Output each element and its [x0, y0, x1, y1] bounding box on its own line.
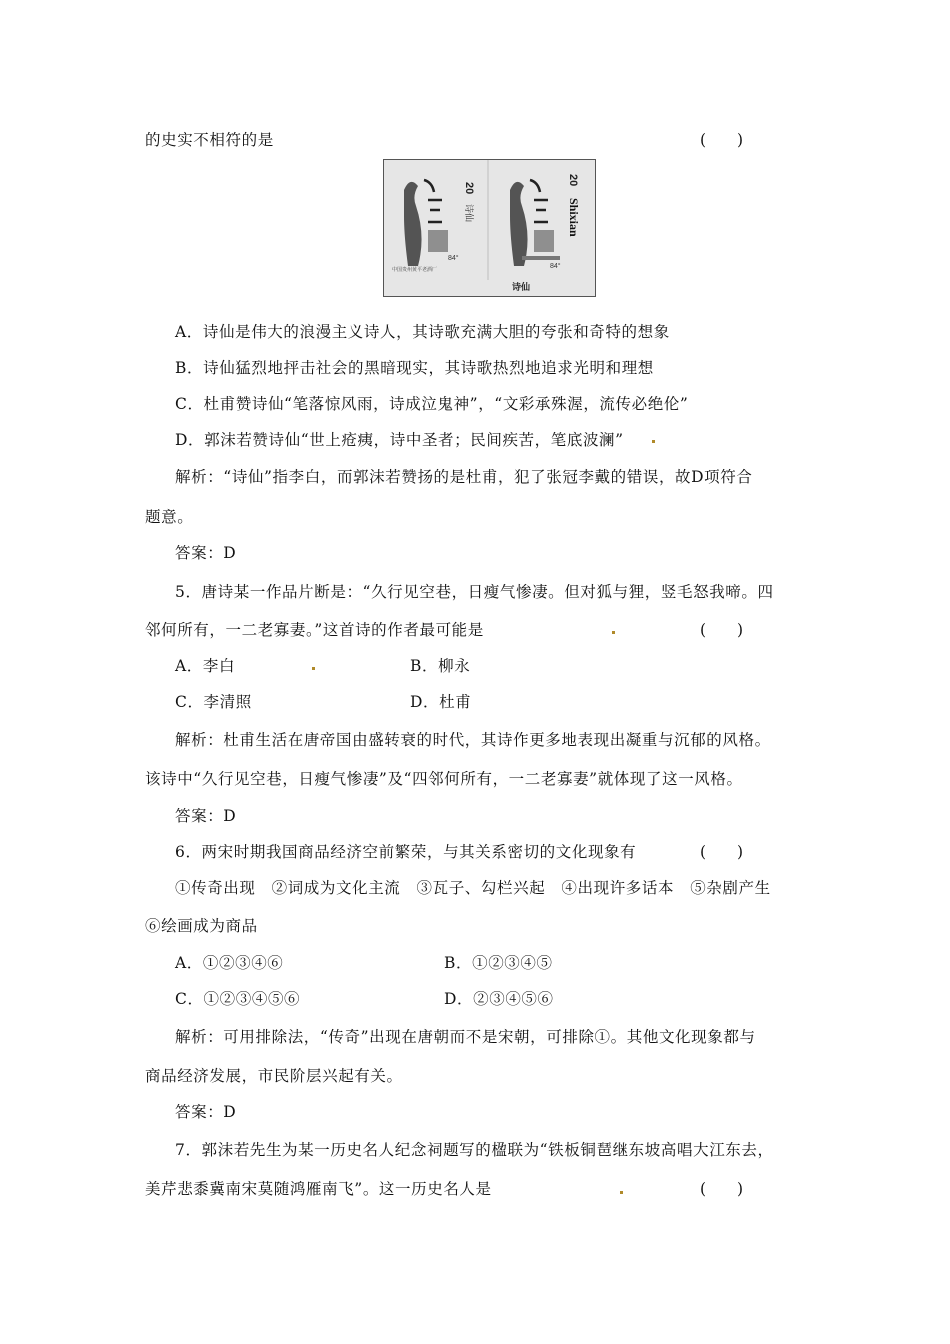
q6-items: ①传奇出现 ②词成为文化主流 ③瓦子、勾栏兴起 ④出现许多话本 ⑤杂剧产生 [175, 879, 771, 897]
left-number: 20 [463, 182, 475, 195]
right-brand-en: Shixian [567, 198, 581, 237]
q4-answer-paren: ( ) [700, 131, 744, 149]
q4-option-c: C．杜甫赞诗仙“笔落惊风雨，诗成泣鬼神”，“文彩承殊渥，流传必绝伦” [175, 395, 689, 413]
left-brand-vertical: 诗仙 [463, 204, 473, 223]
q4-answer: 答案：D [175, 544, 237, 562]
q6-items-cont: ⑥绘画成为商品 [145, 917, 258, 935]
q6-option-d: D．②③④⑤⑥ [444, 990, 554, 1008]
q6-option-b: B．①②③④⑤ [444, 954, 553, 972]
wine-label-illustration [384, 160, 595, 296]
q5-option-b: B．柳永 [410, 657, 471, 675]
q4-option-b: B．诗仙猛烈地抨击社会的黑暗现实，其诗歌热烈地追求光明和理想 [175, 359, 654, 377]
q7-answer-paren: ( ) [700, 1180, 744, 1198]
q6-analysis: 解析：可用排除法，“传奇”出现在唐朝而不是宋朝，可排除①。其他文化现象都与 [175, 1028, 756, 1046]
q4-option-d: D．郭沫若赞诗仙“世上疮痍，诗中圣者；民间疾苦，笔底波澜” [175, 431, 624, 449]
q6-answer: 答案：D [175, 1103, 237, 1121]
wine-label-image [383, 159, 596, 297]
stray-dot [312, 667, 315, 670]
q4-option-a: A．诗仙是伟大的浪漫主义诗人，其诗歌充满大胆的夸张和奇特的想象 [175, 323, 670, 341]
stray-dot [620, 1191, 623, 1194]
q4-analysis: 解析：“诗仙”指李白，而郭沫若赞扬的是杜甫，犯了张冠李戴的错误，故D项符合 [175, 468, 753, 486]
right-number: 20 [567, 174, 579, 187]
left-maker: 中国贵州黄平老酒厂 [392, 267, 438, 273]
q6-option-a: A．①②③④⑥ [175, 954, 284, 972]
q5-analysis-cont: 该诗中“久行见空巷，日瘦气惨凄”及“四邻何所有，一二老寡妻”就体现了这一风格。 [145, 770, 743, 788]
q6-option-c: C．①②③④⑤⑥ [175, 990, 301, 1008]
stray-dot [612, 631, 615, 634]
q4-stem-tail: 的史实不相符的是 [145, 131, 274, 149]
q6-stem: 6．两宋时期我国商品经济空前繁荣，与其关系密切的文化现象有 [175, 843, 637, 861]
q7-stem-cont: 美芹悲黍冀南宋莫随鸿雁南飞”。这一历史名人是 [145, 1180, 492, 1198]
right-degree: 84° [550, 263, 561, 270]
q5-stem: 5．唐诗某一作品片断是：“久行见空巷，日瘦气惨凄。但对狐与狸，竖毛怒我啼。四 [175, 583, 774, 601]
q6-answer-paren: ( ) [700, 843, 744, 861]
q5-answer-paren: ( ) [700, 621, 744, 639]
q5-option-d: D．杜甫 [410, 693, 472, 711]
q4-analysis-cont: 题意。 [145, 508, 194, 526]
q5-option-a: A．李白 [175, 657, 236, 675]
q7-stem: 7．郭沫若先生为某一历史名人纪念祠题写的楹联为“铁板铜琶继东坡高唱大江东去， [175, 1141, 774, 1159]
q5-answer: 答案：D [175, 807, 237, 825]
q6-analysis-cont: 商品经济发展，市民阶层兴起有关。 [145, 1067, 403, 1085]
q5-option-c: C．李清照 [175, 693, 252, 711]
q5-analysis: 解析：杜甫生活在唐帝国由盛转衰的时代，其诗作更多地表现出凝重与沉郁的风格。 [175, 731, 771, 749]
stray-dot [652, 440, 655, 443]
q5-stem-cont: 邻何所有，一二老寡妻。”这首诗的作者最可能是 [145, 621, 484, 639]
left-degree: 84° [448, 255, 459, 262]
bottom-caption: 诗仙 [512, 283, 531, 293]
